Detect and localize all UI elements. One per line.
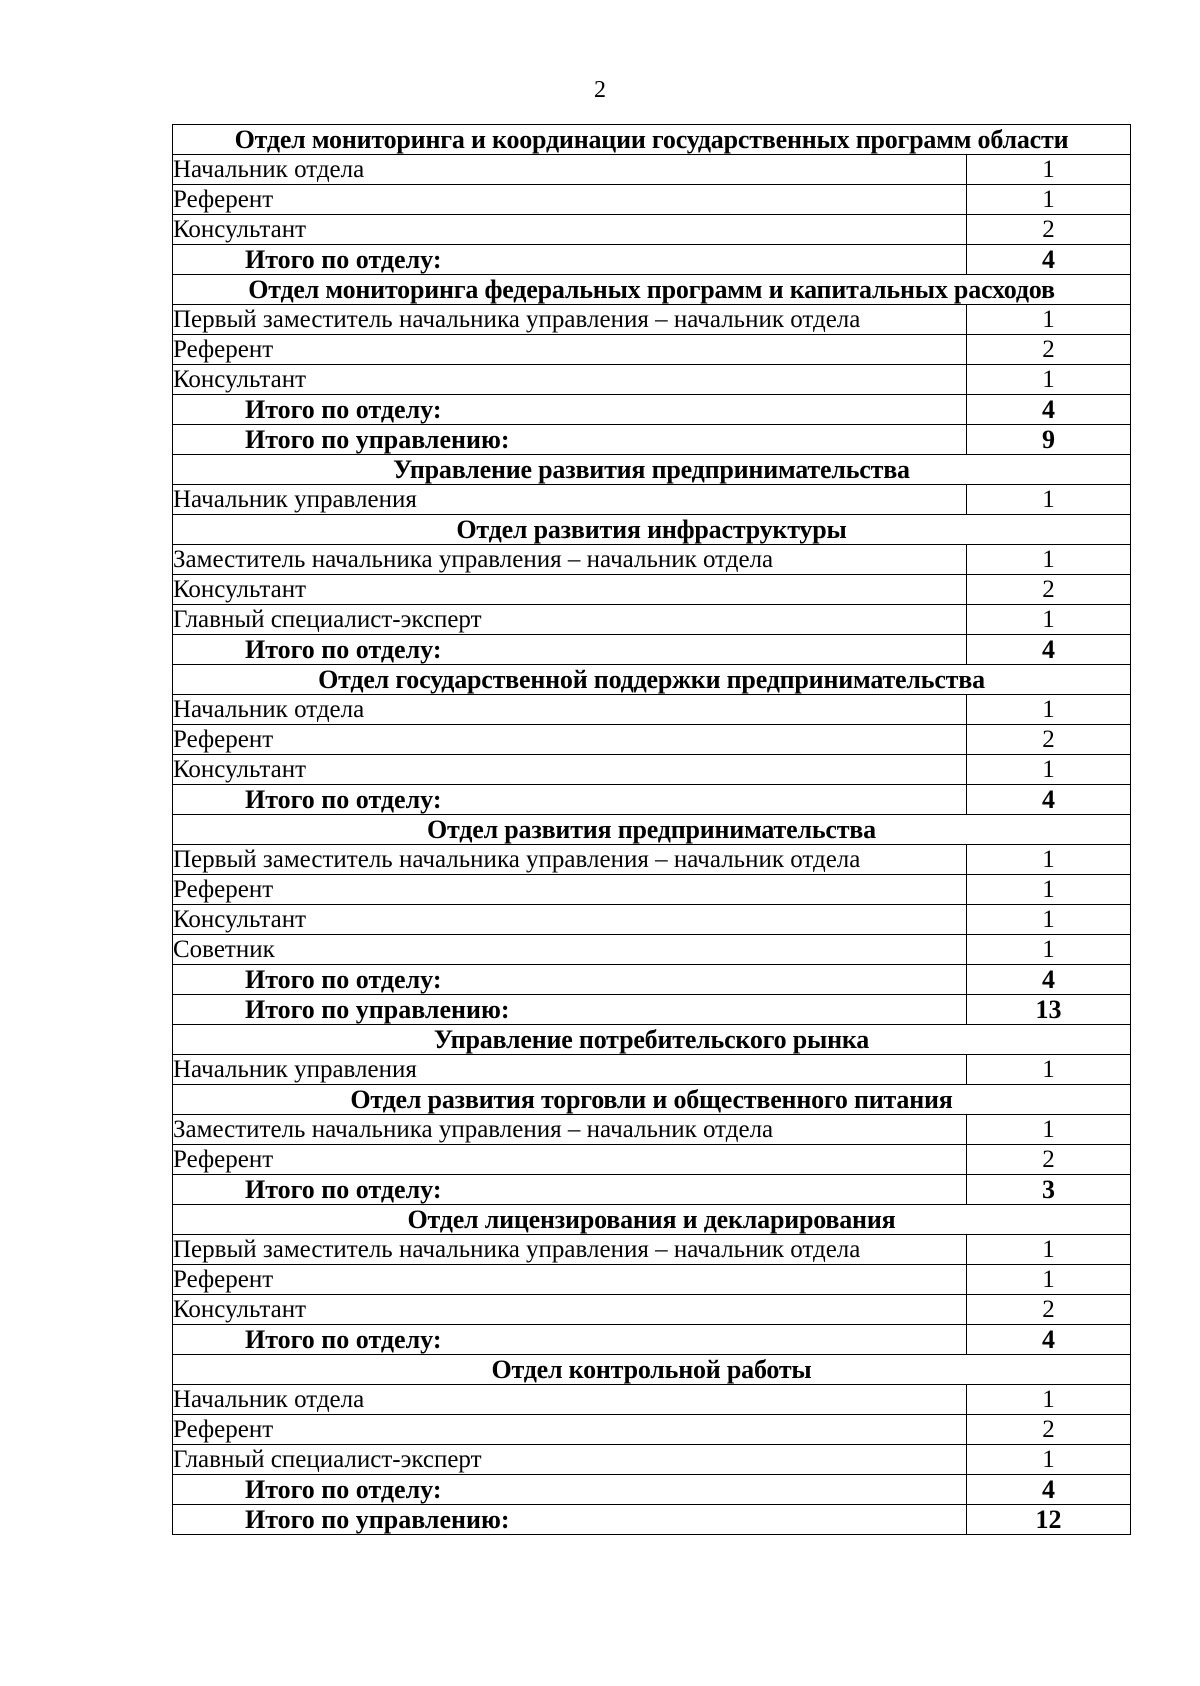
total-row	[173, 635, 1131, 665]
position-row	[173, 1235, 1131, 1265]
position-row	[173, 605, 1131, 635]
position-row	[173, 215, 1131, 245]
total-row	[173, 1175, 1131, 1205]
position-name: Главный специалист-эксперт	[173, 1445, 967, 1475]
total-label: Итого по управлению:	[173, 995, 967, 1025]
staffing-table-body	[173, 125, 1131, 1535]
total-label: Итого по отделу:	[173, 245, 967, 275]
total-count: 12	[967, 1505, 1131, 1535]
position-name: Начальник управления	[173, 485, 967, 515]
position-row	[173, 305, 1131, 335]
position-row	[173, 1415, 1131, 1445]
total-count: 4	[967, 245, 1131, 275]
department-header-row	[173, 455, 1131, 485]
department-header-row	[173, 1355, 1131, 1385]
department-title: Отдел мониторинга и координации государственных программ области	[173, 125, 1131, 155]
position-name: Консультант	[173, 755, 967, 785]
position-count: 1	[967, 485, 1131, 515]
total-row	[173, 785, 1131, 815]
position-row	[173, 875, 1131, 905]
position-name: Референт	[173, 185, 967, 215]
position-count: 1	[967, 365, 1131, 395]
position-row	[173, 1145, 1131, 1175]
position-count: 2	[967, 725, 1131, 755]
department-title: Управление развития предпринимательства	[173, 455, 1131, 485]
position-name: Начальник отдела	[173, 155, 967, 185]
position-count: 2	[967, 335, 1131, 365]
position-name: Референт	[173, 335, 967, 365]
position-name: Начальник отдела	[173, 695, 967, 725]
position-count: 2	[967, 1415, 1131, 1445]
department-title: Отдел государственной поддержки предпринимательства	[173, 665, 1131, 695]
department-title: Отдел контрольной работы	[173, 1355, 1131, 1385]
department-header-row	[173, 125, 1131, 155]
total-count: 4	[967, 1325, 1131, 1355]
position-name: Заместитель начальника управления – начальник отдела	[173, 545, 967, 575]
total-row	[173, 1475, 1131, 1505]
position-count: 1	[967, 845, 1131, 875]
position-name: Консультант	[173, 905, 967, 935]
position-count: 1	[967, 1445, 1131, 1475]
page-number: 2	[594, 77, 606, 103]
total-count: 3	[967, 1175, 1131, 1205]
department-title: Отдел развития торговли и общественного питания	[173, 1085, 1131, 1115]
position-count: 1	[967, 1385, 1131, 1415]
department-header-row	[173, 1085, 1131, 1115]
position-count: 1	[967, 305, 1131, 335]
total-label: Итого по отделу:	[173, 1475, 967, 1505]
department-title: Отдел лицензирования и декларирования	[173, 1205, 1131, 1235]
total-label: Итого по отделу:	[173, 965, 967, 995]
position-row	[173, 545, 1131, 575]
position-count: 1	[967, 1115, 1131, 1145]
position-count: 1	[967, 1265, 1131, 1295]
position-count: 1	[967, 1235, 1131, 1265]
department-header-row	[173, 275, 1131, 305]
position-name: Консультант	[173, 215, 967, 245]
position-row	[173, 695, 1131, 725]
position-count: 1	[967, 605, 1131, 635]
position-row	[173, 335, 1131, 365]
position-name: Референт	[173, 725, 967, 755]
total-label: Итого по отделу:	[173, 1325, 967, 1355]
total-label: Итого по отделу:	[173, 1175, 967, 1205]
department-title: Отдел развития предпринимательства	[173, 815, 1131, 845]
position-row	[173, 1265, 1131, 1295]
position-row	[173, 575, 1131, 605]
position-name: Первый заместитель начальника управления – начальник отдела	[173, 305, 967, 335]
position-row	[173, 725, 1131, 755]
position-count: 1	[967, 695, 1131, 725]
position-name: Референт	[173, 875, 967, 905]
total-label: Итого по отделу:	[173, 635, 967, 665]
position-count: 1	[967, 155, 1131, 185]
position-count: 1	[967, 1055, 1131, 1085]
position-count: 1	[967, 545, 1131, 575]
position-row	[173, 365, 1131, 395]
position-name: Референт	[173, 1265, 967, 1295]
position-row	[173, 155, 1131, 185]
position-count: 1	[967, 755, 1131, 785]
department-title: Отдел мониторинга федеральных программ и капитальных расходов	[173, 275, 1131, 305]
total-label: Итого по отделу:	[173, 785, 967, 815]
position-name: Главный специалист-эксперт	[173, 605, 967, 635]
position-row	[173, 185, 1131, 215]
department-header-row	[173, 815, 1131, 845]
position-count: 2	[967, 575, 1131, 605]
position-count: 1	[967, 185, 1131, 215]
position-name: Советник	[173, 935, 967, 965]
position-count: 1	[967, 875, 1131, 905]
position-name: Консультант	[173, 575, 967, 605]
total-count: 4	[967, 1475, 1131, 1505]
position-count: 1	[967, 935, 1131, 965]
position-row	[173, 1385, 1131, 1415]
position-name: Заместитель начальника управления – начальник отдела	[173, 1115, 967, 1145]
total-row	[173, 425, 1131, 455]
total-count: 4	[967, 785, 1131, 815]
position-row	[173, 845, 1131, 875]
position-row	[173, 1445, 1131, 1475]
total-count: 13	[967, 995, 1131, 1025]
total-row	[173, 1325, 1131, 1355]
position-count: 2	[967, 1295, 1131, 1325]
position-row	[173, 1115, 1131, 1145]
total-label: Итого по управлению:	[173, 425, 967, 455]
total-row	[173, 965, 1131, 995]
total-row	[173, 245, 1131, 275]
position-count: 2	[967, 1145, 1131, 1175]
position-name: Консультант	[173, 365, 967, 395]
position-row	[173, 485, 1131, 515]
total-row	[173, 395, 1131, 425]
total-count: 4	[967, 965, 1131, 995]
total-row	[173, 1505, 1131, 1535]
department-header-row	[173, 1025, 1131, 1055]
position-name: Референт	[173, 1415, 967, 1445]
department-header-row	[173, 1205, 1131, 1235]
position-count: 1	[967, 905, 1131, 935]
total-count: 9	[967, 425, 1131, 455]
position-name: Консультант	[173, 1295, 967, 1325]
total-count: 4	[967, 395, 1131, 425]
position-row	[173, 755, 1131, 785]
total-count: 4	[967, 635, 1131, 665]
position-name: Референт	[173, 1145, 967, 1175]
department-header-row	[173, 665, 1131, 695]
position-name: Первый заместитель начальника управления – начальник отдела	[173, 845, 967, 875]
position-row	[173, 935, 1131, 965]
total-label: Итого по управлению:	[173, 1505, 967, 1535]
position-row	[173, 1055, 1131, 1085]
position-row	[173, 905, 1131, 935]
position-row	[173, 1295, 1131, 1325]
position-name: Начальник управления	[173, 1055, 967, 1085]
position-count: 2	[967, 215, 1131, 245]
staffing-table	[172, 124, 1131, 1535]
department-title: Отдел развития инфраструктуры	[173, 515, 1131, 545]
department-header-row	[173, 515, 1131, 545]
position-name: Первый заместитель начальника управления – начальник отдела	[173, 1235, 967, 1265]
total-row	[173, 995, 1131, 1025]
position-name: Начальник отдела	[173, 1385, 967, 1415]
total-label: Итого по отделу:	[173, 395, 967, 425]
department-title: Управление потребительского рынка	[173, 1025, 1131, 1055]
